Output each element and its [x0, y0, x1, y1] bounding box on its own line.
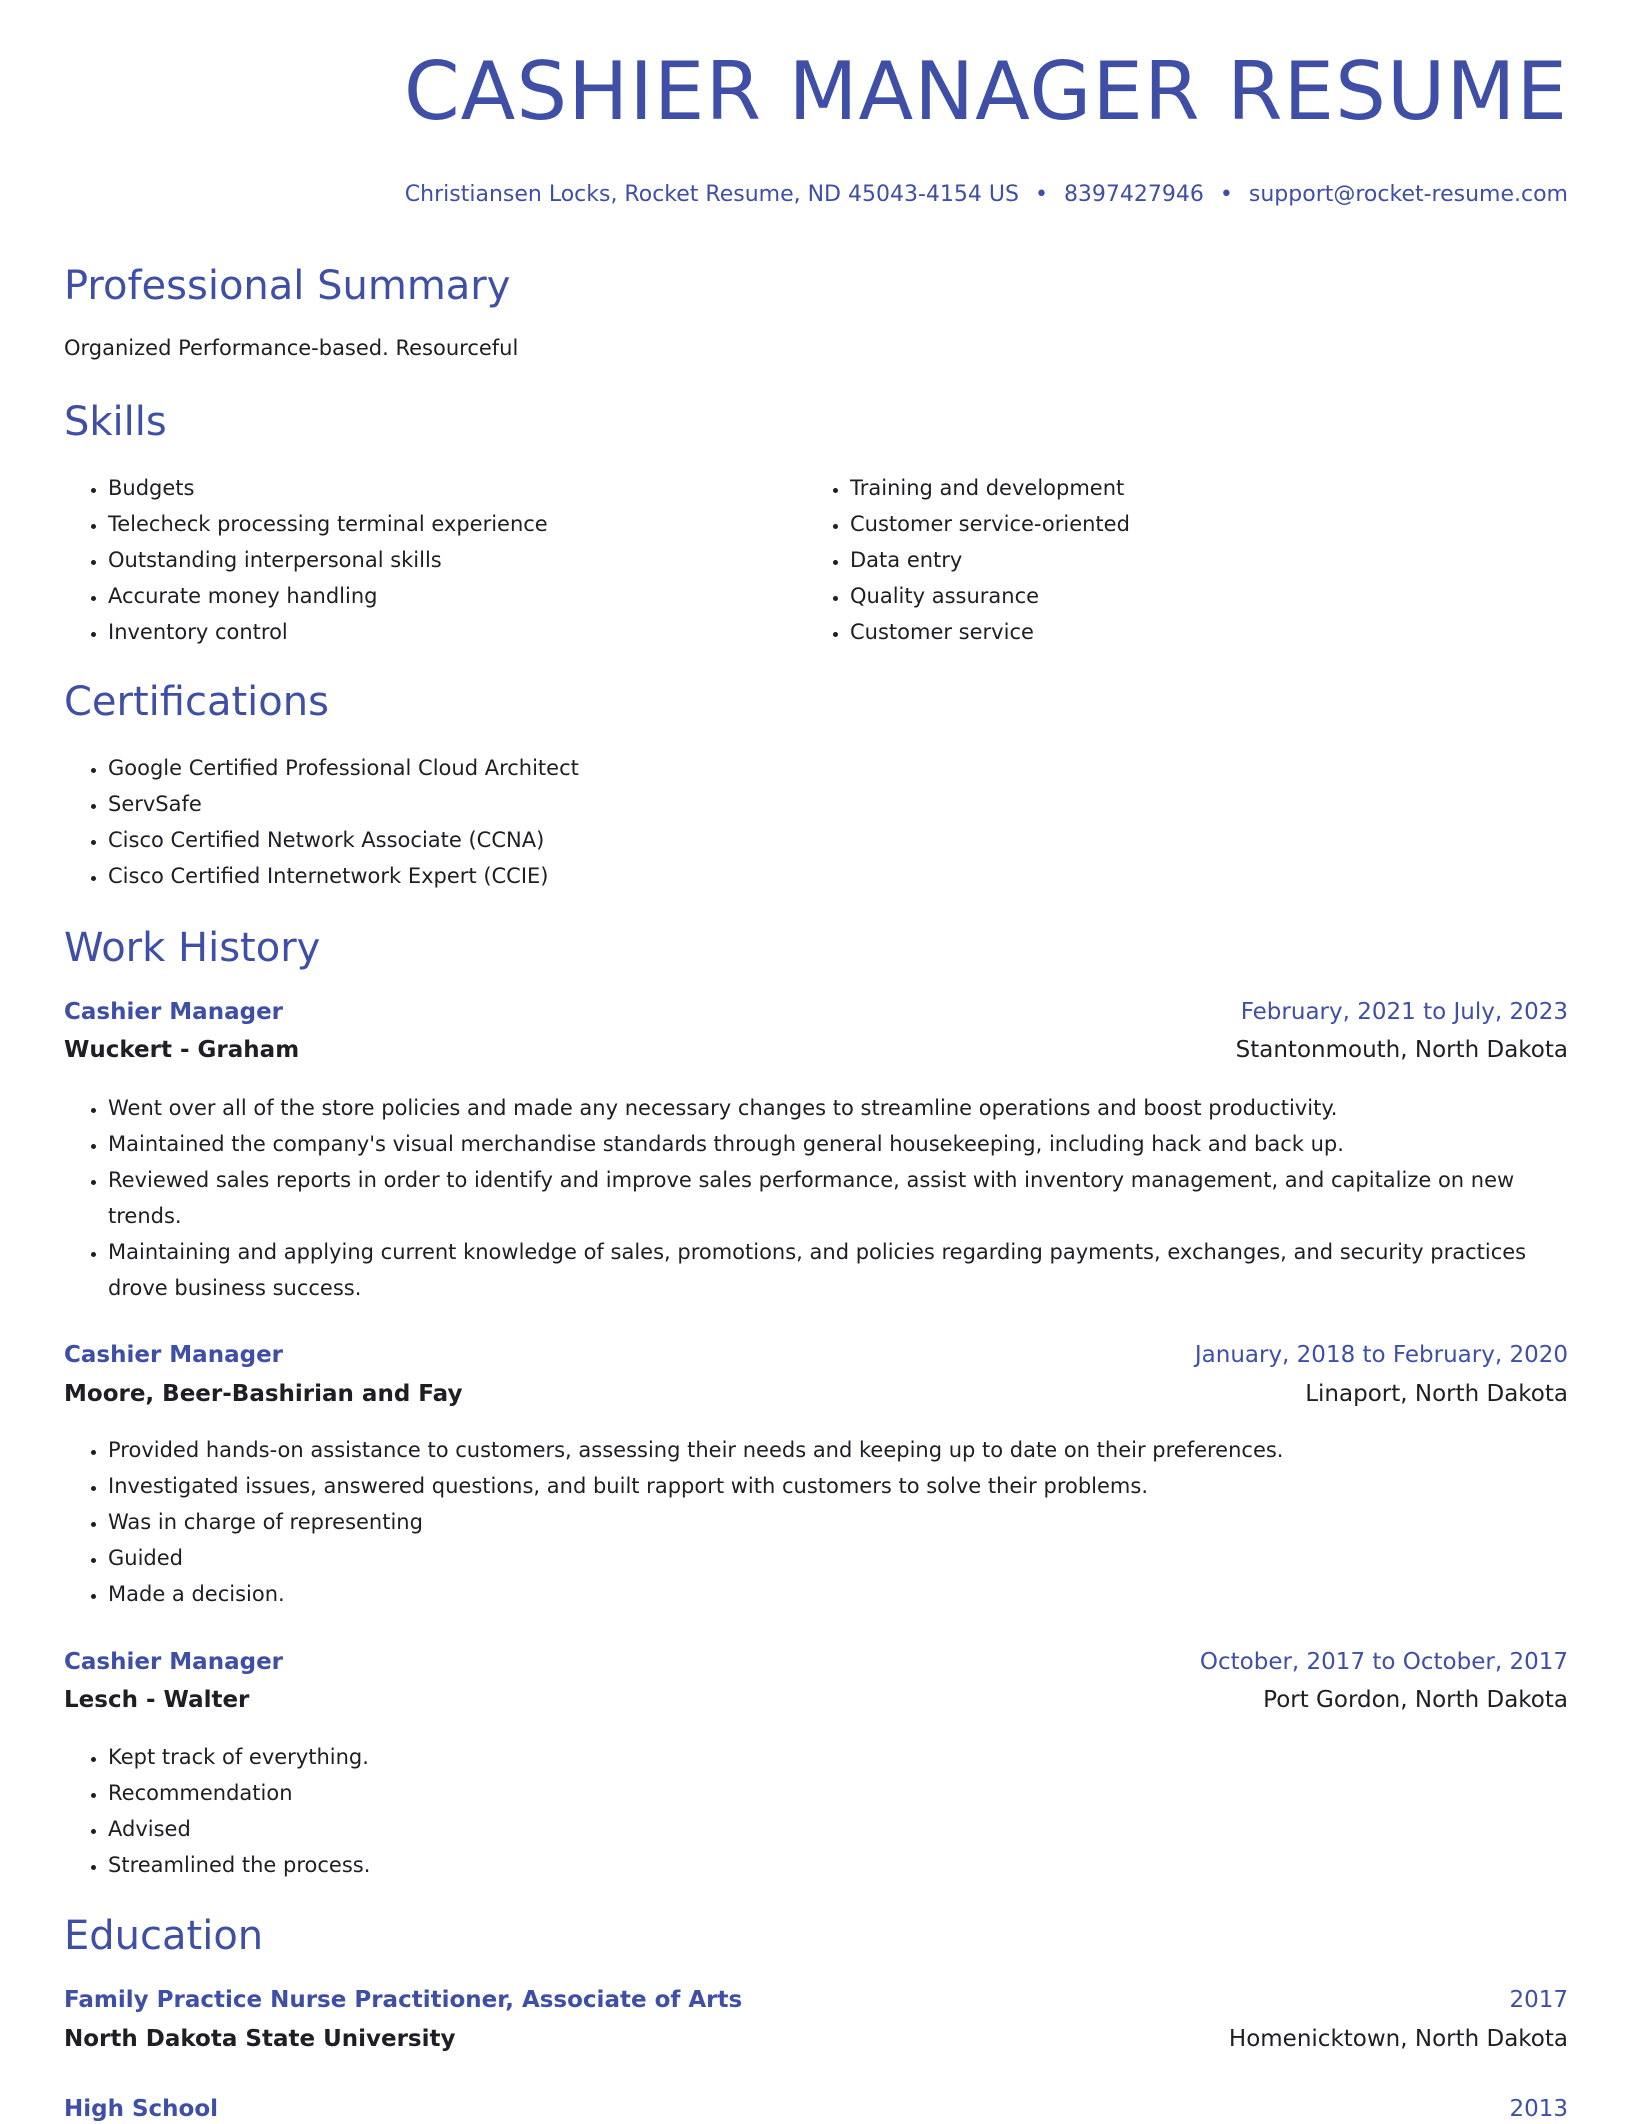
section-heading-education: Education	[64, 1913, 264, 1959]
skill-item: • Accurate money handling	[108, 578, 548, 614]
certification-item: • Cisco Certified Internetwork Expert (CCIE)	[108, 858, 579, 894]
skill-item: • Outstanding interpersonal skills	[108, 542, 548, 578]
skills-list-right	[806, 470, 1130, 650]
section-heading-summary: Professional Summary	[64, 263, 511, 309]
job-dates: January, 2018 to February, 2020	[1194, 1342, 1568, 1368]
job-bullet: • Went over all of the store policies and made any necessary changes to streamline operations and boost productivity.	[108, 1090, 1568, 1126]
summary-text: Organized Performance-based. Resourceful	[64, 336, 519, 360]
job-employer: Moore, Beer-Bashirian and Fay	[64, 1381, 463, 1407]
education-school: North Dakota State University	[64, 2026, 456, 2052]
contact-address: Christiansen Locks, Rocket Resume, ND 45043-4154 US	[404, 182, 1019, 207]
job-bullet: • Made a decision.	[108, 1576, 1568, 1612]
section-heading-certifications: Certifications	[64, 679, 329, 725]
education-degree: Family Practice Nurse Practitioner, Associate of Arts	[64, 1987, 743, 2013]
skill-item: • Customer service	[850, 614, 1130, 650]
education-location: Homenicktown, North Dakota	[1228, 2026, 1568, 2052]
job-bullet: • Recommendation	[108, 1775, 1568, 1811]
contact-separator: •	[1034, 182, 1048, 207]
job-location: Stantonmouth, North Dakota	[1235, 1037, 1568, 1063]
job-header	[64, 999, 1568, 1027]
section-heading-skills: Skills	[64, 399, 167, 445]
contact-separator: •	[1219, 182, 1233, 207]
job-employer: Lesch - Walter	[64, 1687, 250, 1713]
resume-title: CASHIER MANAGER RESUME	[403, 45, 1568, 138]
job-bullet: • Was in charge of representing	[108, 1504, 1568, 1540]
job-bullet: • Maintaining and applying current knowledge of sales, promotions, and policies regarding payments, exchanges, and security practices drove business success.	[108, 1234, 1568, 1306]
job-bullet: • Advised	[108, 1811, 1568, 1847]
certification-item: • Cisco Certified Network Associate (CCNA)	[108, 822, 579, 858]
certifications-list	[64, 750, 579, 894]
education-degree: High School	[64, 2096, 219, 2122]
skill-item: • Telecheck processing terminal experience	[108, 506, 548, 542]
skill-item: • Data entry	[850, 542, 1130, 578]
education-header	[64, 2096, 1568, 2124]
job-bullet: • Reviewed sales reports in order to identify and improve sales performance, assist with inventory management, and capitalize on new trends.	[108, 1162, 1568, 1234]
certification-item: • Google Certified Professional Cloud Architect	[108, 750, 579, 786]
education-header	[64, 1987, 1568, 2015]
contact-line	[405, 182, 1568, 208]
job-bullet: • Streamlined the process.	[108, 1847, 1568, 1883]
certification-item: • ServSafe	[108, 786, 579, 822]
job-dates: February, 2021 to July, 2023	[1240, 999, 1568, 1025]
job-bullet: • Guided	[108, 1540, 1568, 1576]
skill-item: • Budgets	[108, 470, 548, 506]
education-year: 2017	[1509, 1987, 1568, 2013]
job-bullet: • Kept track of everything.	[108, 1739, 1568, 1775]
job-title: Cashier Manager	[64, 1342, 284, 1368]
job-bullets	[64, 1090, 1568, 1306]
job-employer-row	[64, 1037, 1568, 1065]
job-employer-row	[64, 1687, 1568, 1715]
education-year: 2013	[1509, 2096, 1568, 2122]
job-bullet: • Investigated issues, answered questions, and built rapport with customers to solve their problems.	[108, 1468, 1568, 1504]
contact-email: support@rocket-resume.com	[1248, 182, 1568, 207]
job-bullets	[64, 1739, 1568, 1883]
skill-item: • Customer service-oriented	[850, 506, 1130, 542]
contact-phone: 8397427946	[1063, 182, 1204, 207]
job-location: Port Gordon, North Dakota	[1263, 1687, 1568, 1713]
skills-list-left	[64, 470, 548, 650]
job-bullet: • Provided hands-on assistance to customers, assessing their needs and keeping up to date on their preferences.	[108, 1432, 1568, 1468]
job-header	[64, 1649, 1568, 1677]
skill-item: • Training and development	[850, 470, 1130, 506]
job-title: Cashier Manager	[64, 999, 284, 1025]
skill-item: • Quality assurance	[850, 578, 1130, 614]
job-header	[64, 1342, 1568, 1370]
job-location: Linaport, North Dakota	[1305, 1381, 1568, 1407]
job-employer-row	[64, 1381, 1568, 1409]
job-bullets	[64, 1432, 1568, 1612]
education-school-row	[64, 2026, 1568, 2054]
job-employer: Wuckert - Graham	[64, 1037, 300, 1063]
job-dates: October, 2017 to October, 2017	[1199, 1649, 1568, 1675]
skill-item: • Inventory control	[108, 614, 548, 650]
job-bullet: • Maintained the company's visual merchandise standards through general housekeeping, including hack and back up.	[108, 1126, 1568, 1162]
job-title: Cashier Manager	[64, 1649, 284, 1675]
section-heading-work-history: Work History	[64, 925, 321, 971]
